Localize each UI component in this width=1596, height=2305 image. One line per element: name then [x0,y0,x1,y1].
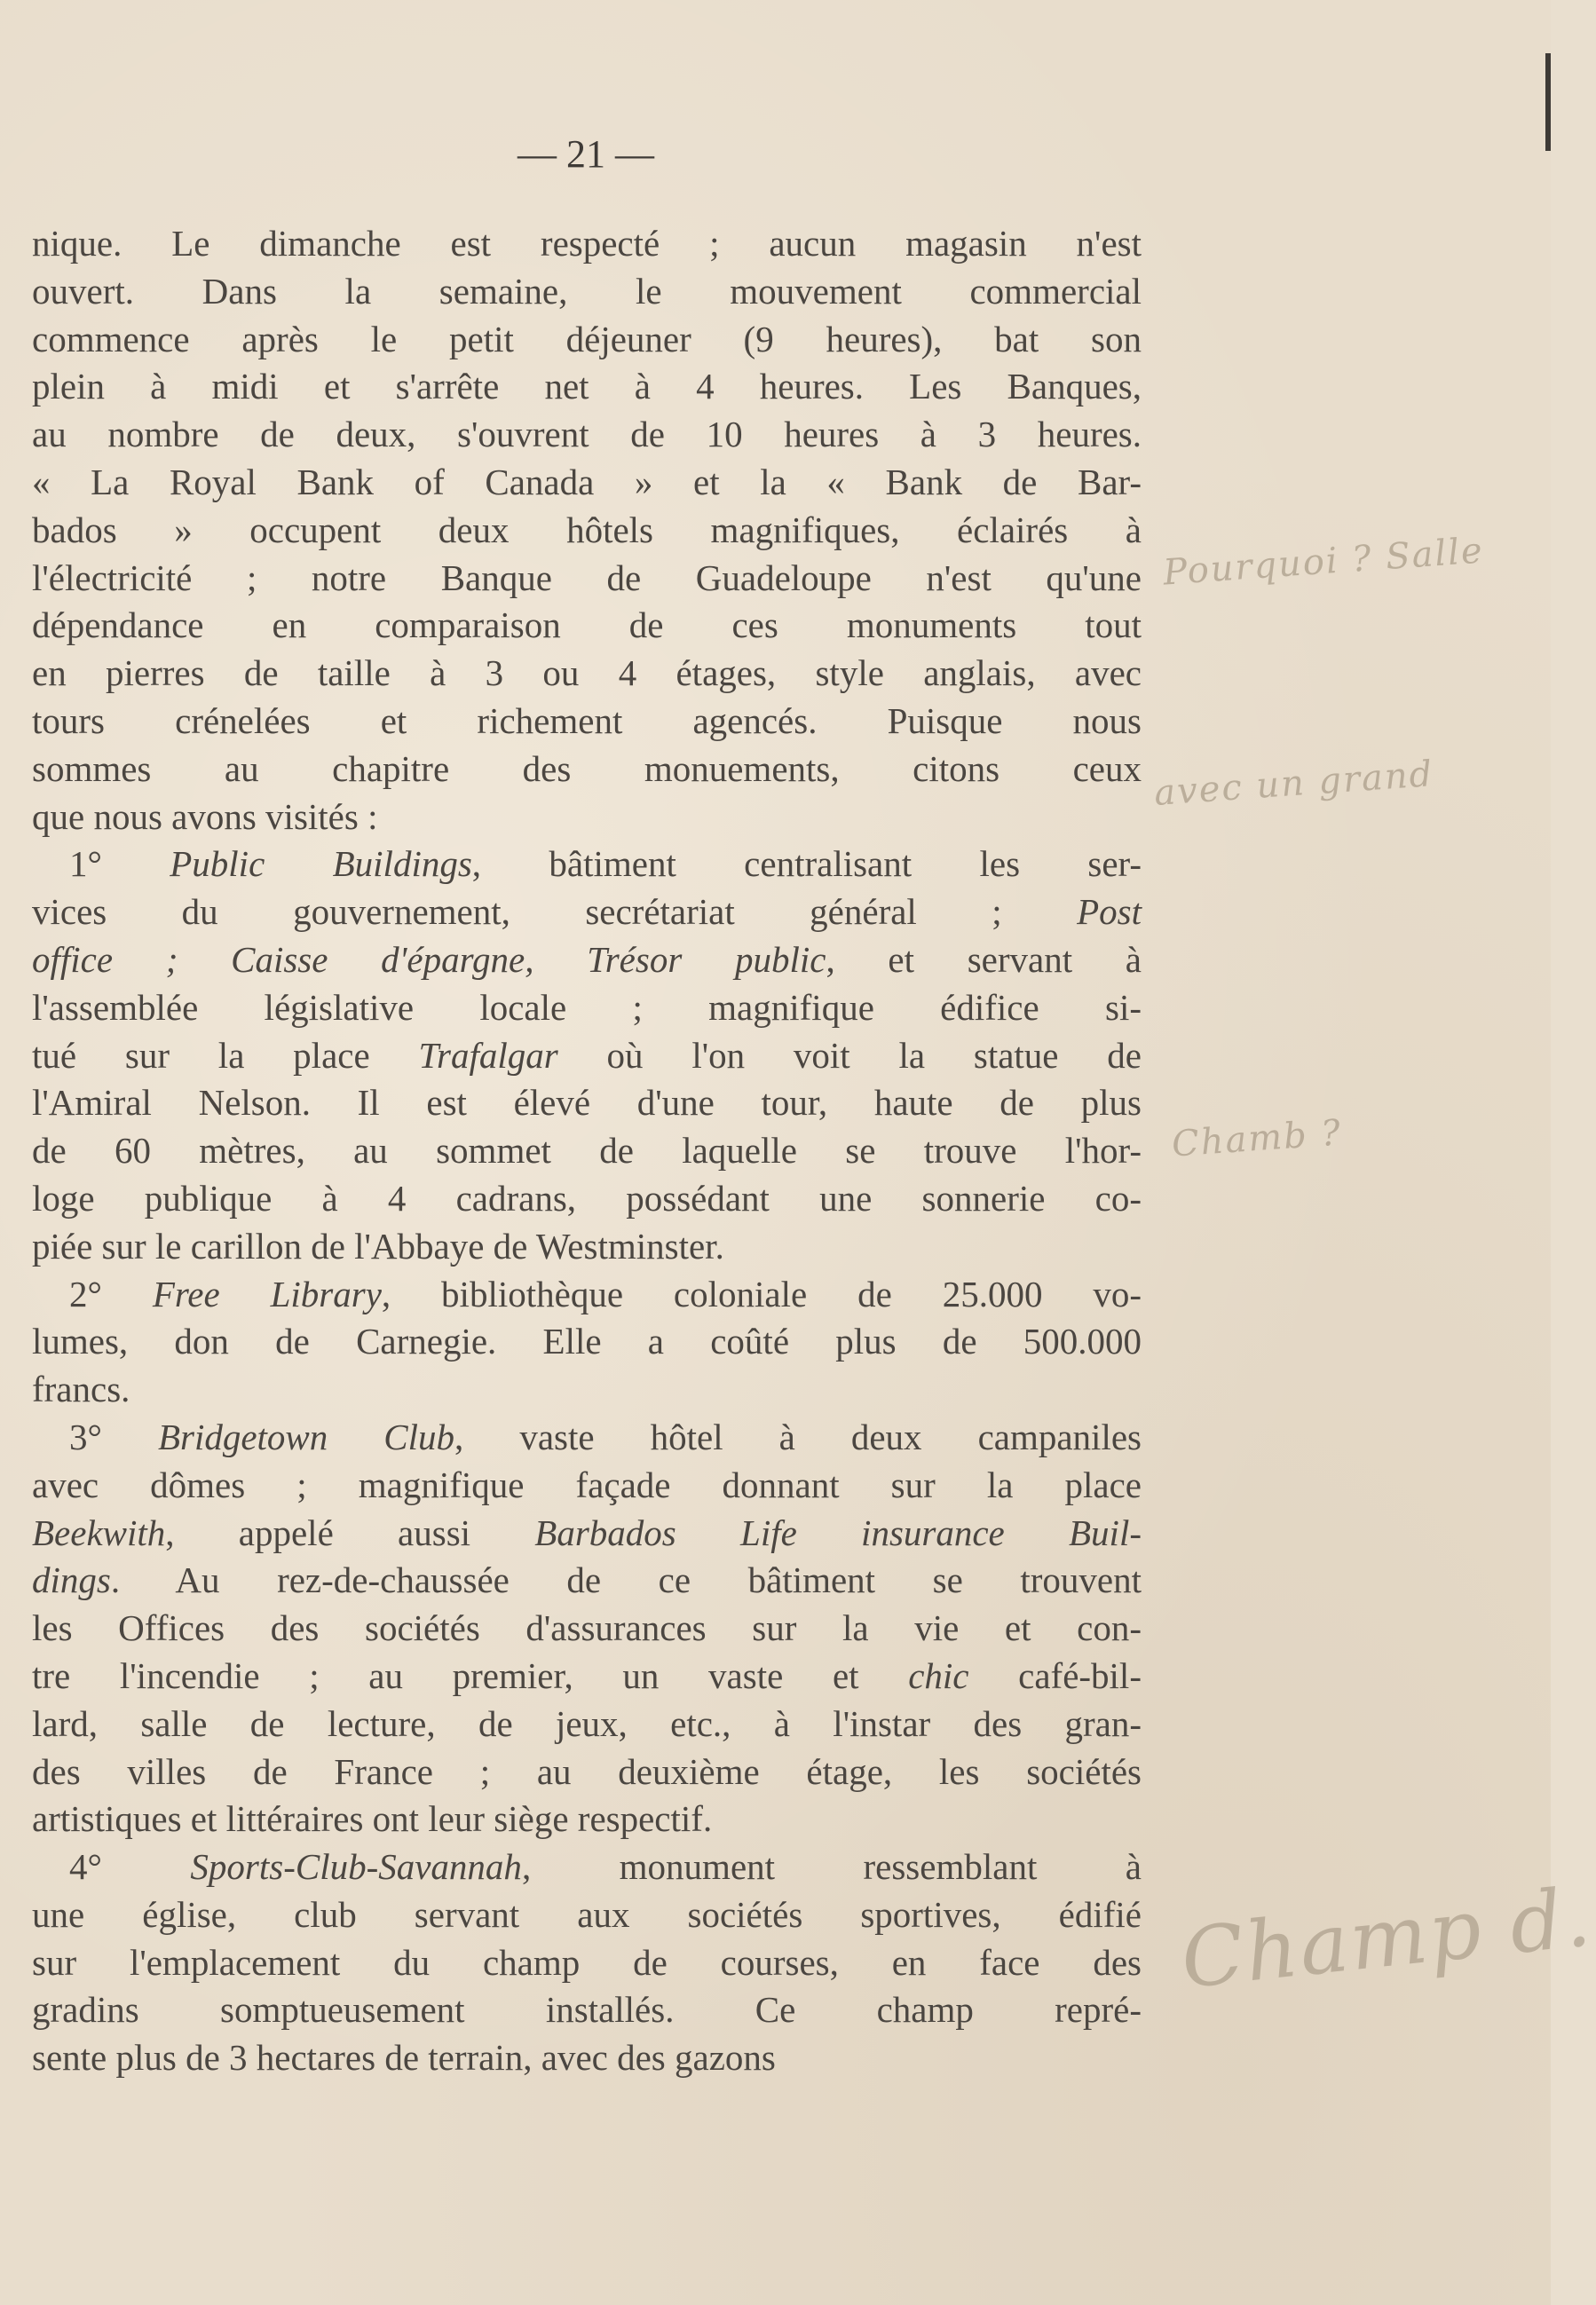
text-line [32,1796,1142,1843]
italic-text: Sports-Club-Savannah [190,1846,522,1888]
text-run: piée sur le carillon de l'Abbaye de Westminster. [32,1225,724,1267]
text-line [32,984,1142,1032]
italic-text: chic [908,1654,969,1696]
text-line [32,1414,1142,1462]
text-run: où l'on voit la statue de [557,1034,1142,1076]
text-line: bados » occupent deux hôtels magnifiques, éclairés à [32,509,1142,550]
text-line [32,1271,1142,1319]
text-line: en pierres de taille à 3 ou 4 étages, style anglais, avec [32,652,1142,694]
italic-text: Post [1077,891,1142,933]
text-line [32,1986,1142,2034]
text-line [32,1318,1142,1366]
italic-text: Barbados Life insurance Buil- [534,1512,1142,1553]
text-line [32,841,1142,888]
text-run: de 60 mètres, au sommet de laquelle se trouve l'hor- [32,1130,1142,1172]
text-run: lard, salle de lecture, de jeux, etc., à l'instar des gran- [32,1702,1142,1744]
text-line: « La Royal Bank of Canada » et la « Bank de Bar- [32,461,1142,502]
text-run: l'assemblée législative locale ; magnifique édifice si- [32,986,1142,1028]
text-line: au nombre de deux, s'ouvrent de 10 heures à 3 heures. [32,414,1142,455]
text-run: sente plus de 3 hectares de terrain, avec des gazons [32,2037,776,2079]
text-line [32,2034,1142,2082]
text-run [102,843,170,884]
page-number: — 21 — [518,132,654,176]
text-line [32,1175,1142,1223]
text-run: , et servant à [826,938,1142,980]
body-text [32,220,1142,2082]
text-run: les Offices des sociétés d'assurances sur la vie et con- [32,1607,1142,1649]
italic-text: office ; Caisse d'épargne, Trésor public [32,938,826,980]
text-run: l'Amiral Nelson. Il est élevé d'une tour, haute de plus [32,1082,1142,1124]
text-line: que nous avons visités : [32,795,378,837]
page-edge-mark [1545,53,1551,151]
text-run: francs. [32,1369,130,1410]
text-line [32,1510,1142,1558]
text-line: l'électricité ; notre Banque de Guadeloupe n'est qu'une [32,557,1142,598]
text-line [32,1366,1142,1414]
handwritten-note: avec un grand [1152,754,1435,814]
item-number: 4° [69,1846,102,1888]
text-line: dépendance en comparaison de ces monuments tout [32,604,1142,646]
text-run: vices du gouvernement, secrétariat général ; [32,891,1078,933]
text-run [102,1274,153,1314]
item-number: 2° [69,1273,102,1314]
text-run: une église, club servant aux sociétés sportives, édifié [32,1893,1142,1935]
text-line [32,1557,1142,1605]
text-line [32,1891,1142,1939]
text-run: , appelé aussi [165,1512,535,1553]
text-line [32,1605,1142,1653]
italic-text: Beekwith [32,1512,166,1553]
text-run: , vaste hôtel à deux campaniles [454,1416,1142,1457]
text-run: . Au rez-de-chaussée de ce bâtiment se trouvent [110,1559,1142,1601]
text-run: lumes, don de Carnegie. Elle a coûté plus de 500.000 [32,1321,1142,1362]
text-run: tué sur la place [32,1034,419,1076]
text-run: avec dômes ; magnifique façade donnant sur la place [32,1464,1142,1505]
text-run: , bâtiment centralisant les ser- [471,843,1142,885]
text-run: des villes de France ; au deuxième étage, les sociétés [32,1750,1142,1792]
handwritten-note: Pourquoi ? Salle [1161,530,1486,594]
text-run: sur l'emplacement du champ de courses, en face des [32,1941,1142,1983]
text-line [32,1939,1142,1987]
text-line [32,1653,1142,1701]
item-number: 3° [69,1416,102,1457]
text-run [102,1846,190,1887]
text-line: tours crénelées et richement agencés. Puisque nous [32,699,1142,741]
text-line: nique. Le dimanche est respecté ; aucun magasin n'est [32,223,1142,264]
italic-text: Bridgetown Club [157,1416,455,1457]
text-run: café-bil- [968,1654,1142,1696]
text-run [102,1417,158,1457]
text-line [32,1079,1142,1127]
italic-text: Trafalgar [418,1034,558,1076]
text-run: tre l'incendie ; au premier, un vaste et [32,1654,909,1696]
text-line [32,1843,1142,1891]
text-run: loge publique à 4 cadrans, possédant une sonnerie co- [32,1177,1142,1219]
text-run: , bibliothèque coloniale de 25.000 vo- [381,1273,1142,1314]
text-line [32,1032,1142,1080]
text-line [32,1748,1142,1796]
text-line [32,1223,1142,1271]
italic-text: Free Library [152,1273,382,1314]
italic-text: dings [32,1559,111,1601]
italic-text: Public Buildings [170,843,472,885]
text-line: commence après le petit déjeuner (9 heures), bat son [32,318,1142,359]
text-line [32,1127,1142,1175]
text-line: sommes au chapitre des monuements, citons ceux [32,747,1142,789]
text-run: artistiques et littéraires ont leur siège respectif. [32,1798,713,1840]
text-line: ouvert. Dans la semaine, le mouvement commercial [32,270,1142,312]
item-number: 1° [69,843,102,885]
handwritten-note: Chamb ? [1170,1112,1344,1165]
text-line: plein à midi et s'arrête net à 4 heures. Les Banques, [32,366,1142,407]
text-line [32,1701,1142,1748]
text-line [32,888,1142,936]
text-line [32,936,1142,984]
handwritten-note: Champ d. [1176,1869,1596,2007]
text-run: gradins somptueusement installés. Ce champ repré- [32,1989,1142,2031]
handwritten-margin-notes [1145,497,1596,2095]
text-run: , monument ressemblant à [521,1846,1142,1888]
text-line [32,1462,1142,1510]
